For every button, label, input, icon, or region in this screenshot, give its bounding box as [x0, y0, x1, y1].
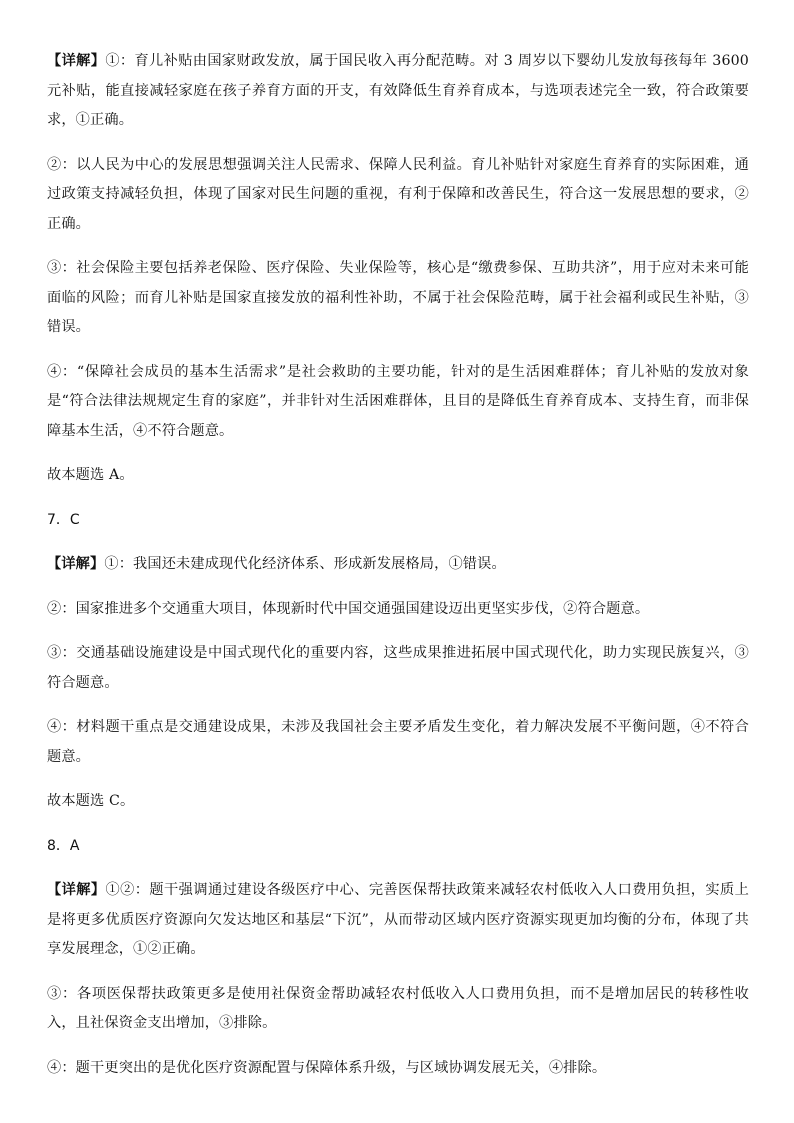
answer-paragraph [47, 1054, 749, 1084]
detail-tag: 【详解】 [47, 53, 106, 69]
answer-paragraph [47, 151, 749, 240]
paragraph-text: ②：国家推进多个交通重大项目，体现新时代中国交通强国建设迈出更坚实步伐，②符合题意。 [47, 600, 650, 617]
paragraph-text: 故本题选 C。 [47, 793, 135, 809]
answer-paragraph [47, 595, 749, 625]
paragraph-text: ③：交通基础设施建设是中国式现代化的重要内容，这些成果推进拓展中国式现代化，助力实现民族复兴，③符合题意。 [47, 645, 749, 691]
answer-paragraph [47, 980, 749, 1039]
answer-paragraph [47, 639, 749, 698]
answer-paragraph [47, 713, 749, 772]
answer-paragraph [47, 47, 749, 136]
paragraph-text: ③：社会保险主要包括养老保险、医疗保险、失业保险等，核心是“缴费参保、互助共济”，用于应对未来可能面临的风险；而育儿补贴是国家直接发放的福利性补助，不属于社会保险范畴，属于社会福利或民生补贴，③错误。 [47, 260, 749, 335]
question-number [47, 832, 749, 862]
paragraph-text: ③：各项医保帮扶政策更多是使用社保资金帮助减轻农村低收入人口费用负担，而不是增加居民的转移性收入，且社保资金支出增加，③排除。 [47, 985, 749, 1031]
detail-tag: 【详解】 [47, 882, 106, 898]
conclusion-paragraph [47, 787, 749, 817]
answer-paragraph [47, 254, 749, 343]
question-number-text: 7．C [47, 511, 80, 528]
detail-tag: 【详解】 [47, 556, 105, 572]
paragraph-text: ④：“保障社会成员的基本生活需求”是社会救助的主要功能，针对的是生活困难群体；育儿补贴的发放对象是“符合法律法规规定生育的家庭”，并非针对生活困难群体，且目的是降低生育养育成本、支持生育，而非保障基本生活，④不符合题意。 [47, 363, 749, 439]
answer-paragraph [47, 358, 749, 447]
question-number-text: 8．A [47, 837, 80, 854]
question-number [47, 506, 749, 536]
paragraph-text: ②：以人民为中心的发展思想强调关注人民需求、保障人民利益。育儿补贴针对家庭生育养育的实际困难，通过政策支持减轻负担，体现了国家对民生问题的重视，有利于保障和改善民生，符合这一发展思想的要求，②正确。 [47, 156, 749, 232]
paragraph-text: ①：我国还未建成现代化经济体系、形成新发展格局，①错误。 [104, 556, 506, 572]
paragraph-text: 故本题选 A。 [47, 467, 134, 483]
paragraph-text: ④：题干更突出的是优化医疗资源配置与保障体系升级，与区域协调发展无关，④排除。 [47, 1059, 607, 1076]
conclusion-paragraph [47, 461, 749, 491]
answer-paragraph [47, 876, 749, 965]
paragraph-text: ①：育儿补贴由国家财政发放，属于国民收入再分配范畴。对 3 周岁以下婴幼儿发放每孩每年 3600 元补贴，能直接减轻家庭在孩子养育方面的开支，有效降低生育养育成本，与选项表述完全一致，符合政策要求，①正确。 [47, 53, 749, 128]
document-page [47, 47, 749, 1098]
answer-paragraph [47, 550, 749, 580]
paragraph-text: ①②：题干强调通过建设各级医疗中心、完善医保帮扶政策来减轻农村低收入人口费用负担，实质上是将更多优质医疗资源向欠发达地区和基层“下沉”，从而带动区域内医疗资源实现更加均衡的分布，体现了共享发展理念，①②正确。 [47, 882, 749, 957]
paragraph-text: ④：材料题干重点是交通建设成果，未涉及我国社会主要矛盾发生变化，着力解决发展不平衡问题，④不符合题意。 [47, 719, 749, 765]
